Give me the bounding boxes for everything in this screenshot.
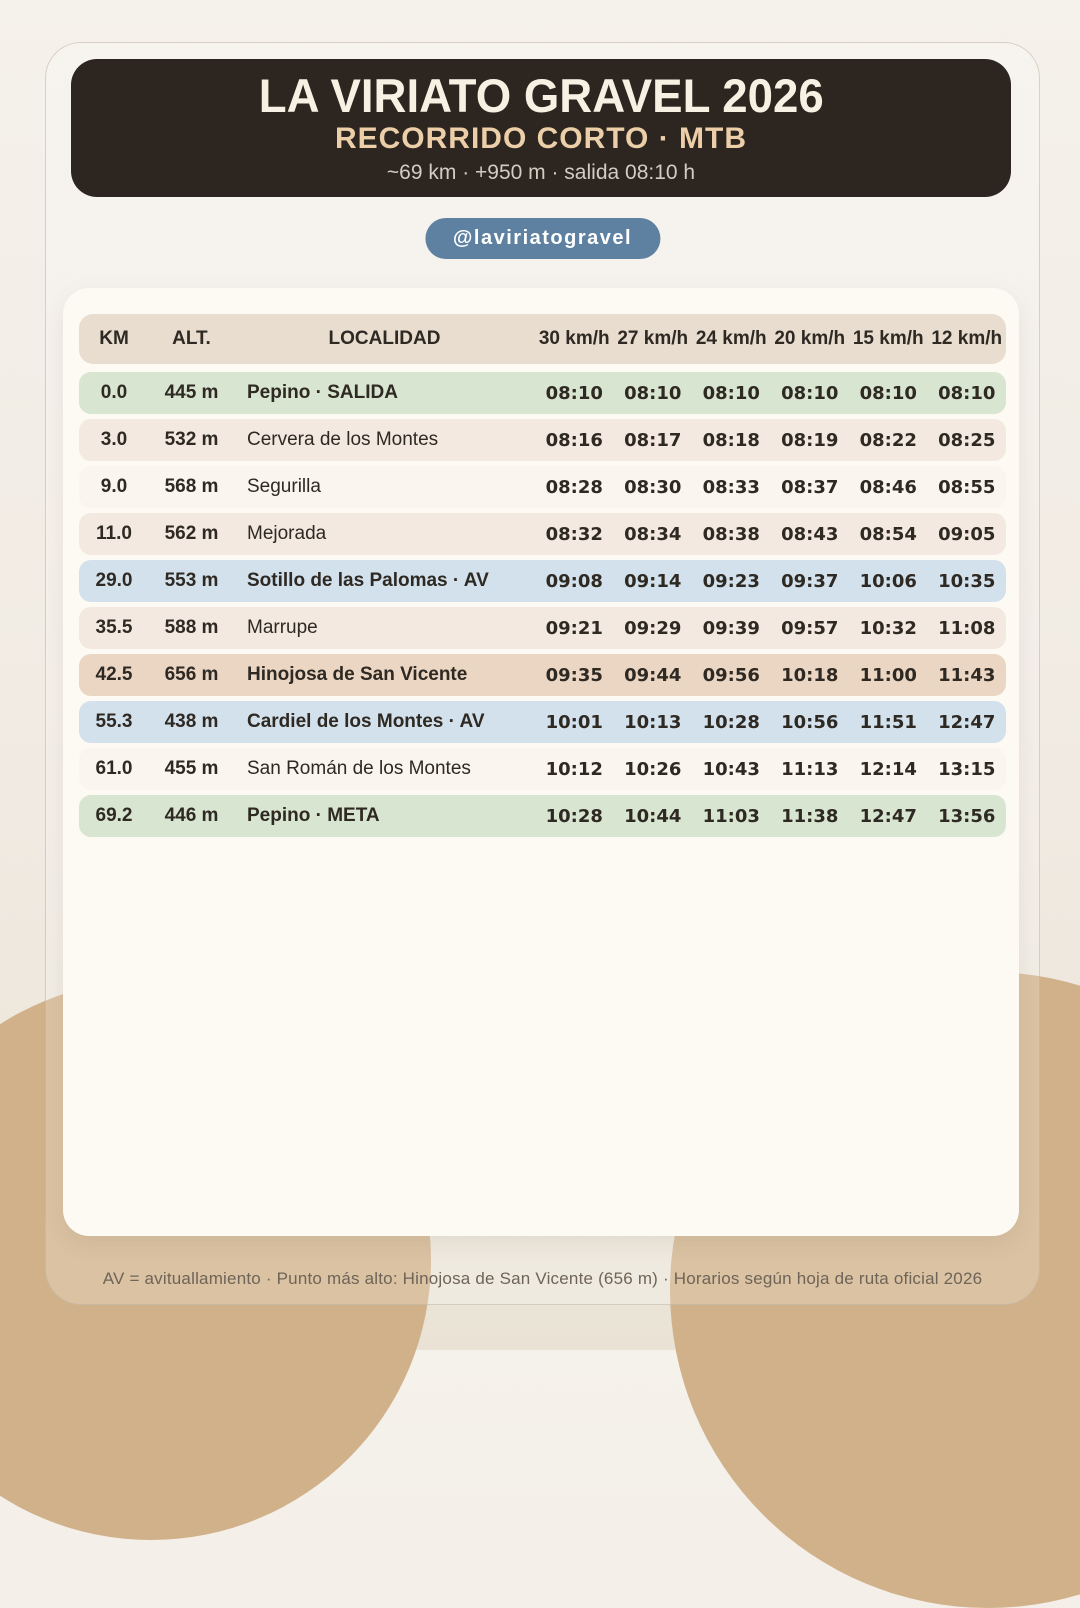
cell-localidad: San Román de los Montes xyxy=(247,758,471,779)
cell-time-30: 09:08 xyxy=(545,570,603,592)
cell-alt: 562 m xyxy=(164,523,219,544)
cell-time-30: 09:35 xyxy=(545,664,603,686)
header-speed-15: 15 km/h xyxy=(852,328,924,349)
cell-time-15: 08:46 xyxy=(859,476,917,498)
cell-alt: 568 m xyxy=(164,476,219,497)
event-meta: ~69 km · +950 m · salida 08:10 h xyxy=(386,161,696,185)
cell-km: 0.0 xyxy=(100,382,128,403)
table-row xyxy=(79,701,1006,743)
cell-time-12: 08:10 xyxy=(938,382,996,404)
cell-km: 61.0 xyxy=(95,758,133,779)
cell-time-12: 12:47 xyxy=(938,711,996,733)
cell-time-24: 09:39 xyxy=(702,617,760,639)
cell-time-20: 10:56 xyxy=(781,711,839,733)
cell-localidad: Cardiel de los Montes · AV xyxy=(247,711,485,732)
cell-time-15: 10:06 xyxy=(859,570,917,592)
cell-alt: 656 m xyxy=(164,664,219,685)
cell-time-30: 10:01 xyxy=(545,711,603,733)
cell-km: 55.3 xyxy=(95,711,133,732)
event-title: LA VIRIATO GRAVEL 2026 xyxy=(258,68,824,122)
cell-localidad: Hinojosa de San Vicente xyxy=(247,664,468,685)
table-row xyxy=(79,466,1006,508)
cell-time-24: 08:10 xyxy=(702,382,760,404)
cell-localidad: Pepino · META xyxy=(247,805,380,826)
cell-time-12: 09:05 xyxy=(938,523,996,545)
cell-time-27: 09:29 xyxy=(624,617,682,639)
cell-time-27: 09:14 xyxy=(624,570,682,592)
cell-time-30: 10:28 xyxy=(545,805,603,827)
cell-km: 35.5 xyxy=(95,617,133,638)
cell-time-20: 08:10 xyxy=(781,382,839,404)
cell-localidad: Sotillo de las Palomas · AV xyxy=(247,570,489,591)
cell-time-15: 11:51 xyxy=(859,711,917,733)
cell-time-27: 08:30 xyxy=(624,476,682,498)
cell-time-24: 09:23 xyxy=(702,570,760,592)
cell-alt: 438 m xyxy=(164,711,219,732)
cell-time-12: 13:15 xyxy=(938,758,996,780)
cell-time-15: 12:14 xyxy=(859,758,917,780)
event-header xyxy=(71,59,1011,197)
cell-time-24: 10:43 xyxy=(702,758,760,780)
table-row xyxy=(79,513,1006,555)
cell-time-12: 10:35 xyxy=(938,570,996,592)
cell-time-27: 08:17 xyxy=(624,429,682,451)
cell-time-27: 09:44 xyxy=(624,664,682,686)
cell-time-20: 08:43 xyxy=(781,523,839,545)
cell-alt: 532 m xyxy=(164,429,219,450)
cell-km: 11.0 xyxy=(96,523,132,544)
schedule-table xyxy=(63,288,1019,1236)
cell-time-15: 08:54 xyxy=(859,523,917,545)
cell-time-20: 10:18 xyxy=(781,664,839,686)
cell-alt: 455 m xyxy=(164,758,219,779)
footer-note: AV = avituallamiento · Punto más alto: Hinojosa de San Vicente (656 m) · Horarios según hoja de ruta oficial 2026 xyxy=(102,1269,983,1288)
cell-time-30: 09:21 xyxy=(545,617,603,639)
table-body xyxy=(79,372,1006,837)
header-speed-30: 30 km/h xyxy=(538,328,610,349)
cell-localidad: Segurilla xyxy=(247,476,321,497)
cell-time-20: 11:38 xyxy=(781,805,839,827)
cell-time-27: 08:34 xyxy=(624,523,682,545)
cell-time-30: 08:16 xyxy=(545,429,603,451)
cell-time-12: 11:43 xyxy=(938,664,996,686)
cell-km: 9.0 xyxy=(100,476,128,497)
cell-time-20: 11:13 xyxy=(781,758,839,780)
header-speed-12: 12 km/h xyxy=(931,328,1003,349)
cell-localidad: Pepino · SALIDA xyxy=(247,382,398,403)
cell-time-15: 12:47 xyxy=(859,805,917,827)
cell-time-27: 10:13 xyxy=(624,711,682,733)
event-subtitle: RECORRIDO CORTO · MTB xyxy=(334,122,748,156)
table-row xyxy=(79,419,1006,461)
cell-time-30: 10:12 xyxy=(545,758,603,780)
cell-km: 69.2 xyxy=(95,805,133,826)
cell-time-20: 08:37 xyxy=(781,476,839,498)
cell-time-15: 10:32 xyxy=(859,617,917,639)
cell-localidad: Mejorada xyxy=(247,523,327,544)
cell-time-24: 11:03 xyxy=(702,805,760,827)
cell-alt: 588 m xyxy=(164,617,219,638)
cell-time-30: 08:32 xyxy=(545,523,603,545)
table-row xyxy=(79,795,1006,837)
cell-alt: 553 m xyxy=(164,570,219,591)
table-row xyxy=(79,748,1006,790)
cell-alt: 445 m xyxy=(164,382,219,403)
header-alt: ALT. xyxy=(172,328,211,349)
table-row xyxy=(79,607,1006,649)
cell-time-20: 08:19 xyxy=(781,429,839,451)
table-row xyxy=(79,560,1006,602)
cell-time-15: 08:10 xyxy=(859,382,917,404)
header-speed-20: 20 km/h xyxy=(774,328,846,349)
cell-alt: 446 m xyxy=(164,805,219,826)
table-row xyxy=(79,372,1006,414)
cell-km: 3.0 xyxy=(100,429,128,450)
cell-time-24: 09:56 xyxy=(702,664,760,686)
cell-time-30: 08:28 xyxy=(545,476,603,498)
table-row xyxy=(79,654,1006,696)
cell-km: 42.5 xyxy=(95,664,133,685)
cell-time-15: 11:00 xyxy=(859,664,917,686)
event-card xyxy=(45,42,1040,1305)
header-localidad: LOCALIDAD xyxy=(328,328,441,349)
cell-time-20: 09:57 xyxy=(781,617,839,639)
cell-time-24: 08:18 xyxy=(702,429,760,451)
cell-time-27: 10:44 xyxy=(624,805,682,827)
cell-time-20: 09:37 xyxy=(781,570,839,592)
cell-time-12: 13:56 xyxy=(938,805,996,827)
cell-time-27: 10:26 xyxy=(624,758,682,780)
header-speed-27: 27 km/h xyxy=(617,328,689,349)
cell-time-30: 08:10 xyxy=(545,382,603,404)
cell-time-24: 08:38 xyxy=(702,523,760,545)
cell-time-27: 08:10 xyxy=(624,382,682,404)
cell-time-12: 08:25 xyxy=(938,429,996,451)
cell-time-12: 08:55 xyxy=(938,476,996,498)
cell-time-24: 10:28 xyxy=(702,711,760,733)
header-km: KM xyxy=(99,328,129,349)
cell-localidad: Cervera de los Montes xyxy=(247,429,439,450)
social-handle-badge: @laviriatogravel xyxy=(425,218,660,259)
cell-time-24: 08:33 xyxy=(702,476,760,498)
cell-localidad: Marrupe xyxy=(247,617,318,638)
cell-time-12: 11:08 xyxy=(938,617,996,639)
header-speed-24: 24 km/h xyxy=(695,328,767,349)
cell-km: 29.0 xyxy=(95,570,133,591)
table-header-row xyxy=(79,314,1006,364)
cell-time-15: 08:22 xyxy=(859,429,917,451)
